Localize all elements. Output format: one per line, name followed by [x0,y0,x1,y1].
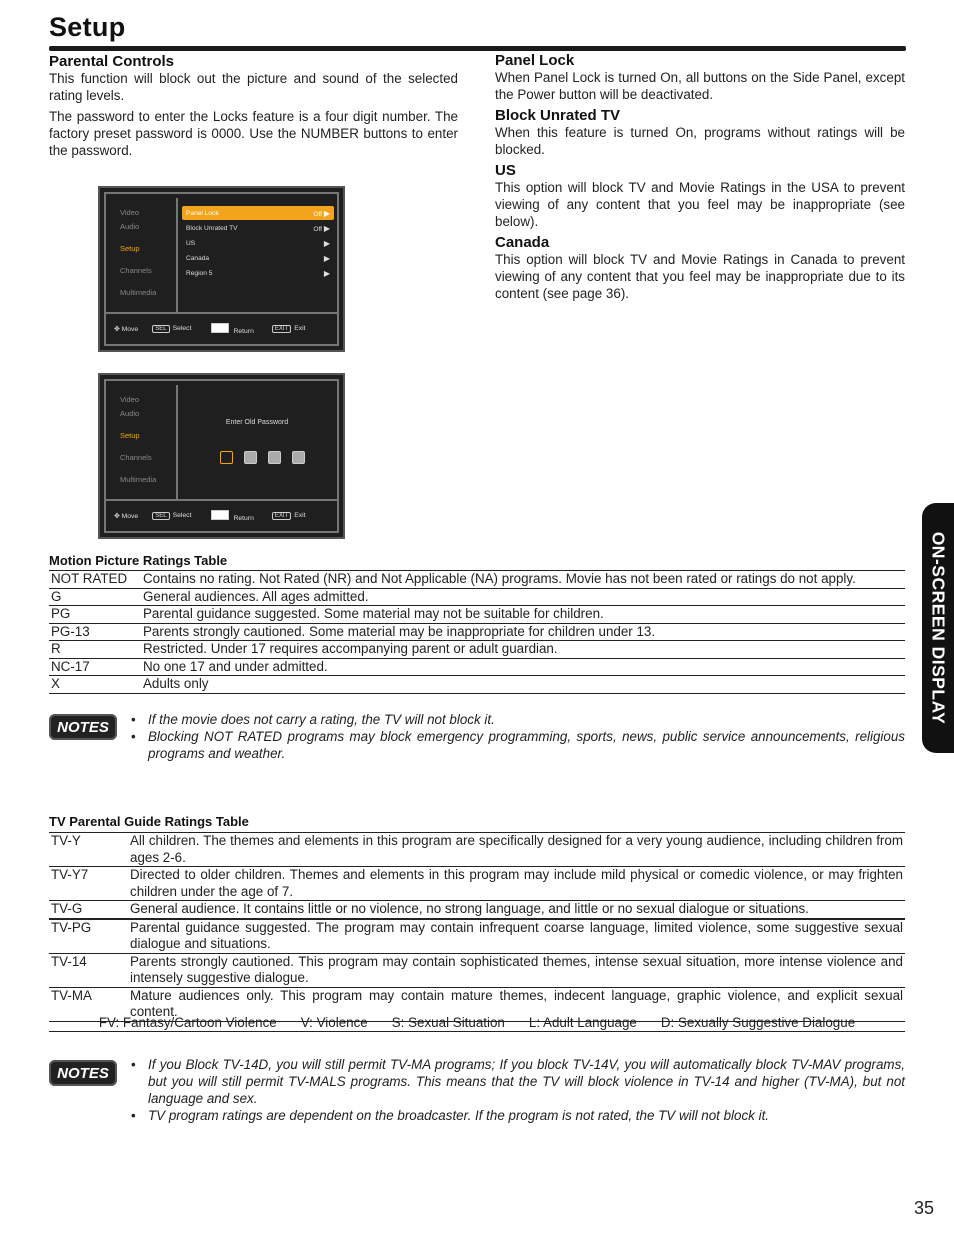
right-column [495,52,905,305]
move-hint [114,512,138,520]
select-label: Select [172,512,192,519]
screen-footer-rule [106,312,337,314]
parental-controls-heading: Parental Controls [49,53,175,70]
section-text: When this feature is turned On, programs without ratings will be blocked. [495,125,905,157]
return-hint [211,510,253,522]
password-digit-2[interactable] [244,451,257,464]
notes-list [131,711,905,762]
rating-code: NC-17 [51,658,90,674]
us-section [495,162,905,230]
screen-footer [114,507,329,525]
exit-label: Exit [294,512,306,519]
menu-item-label: US [186,239,196,247]
arrow-right-icon: ▶ [323,223,330,233]
menu-value: Off [313,210,322,218]
exit-key-icon: EXIT [272,325,291,333]
rating-code: R [51,641,61,656]
tv-ratings-table-title: TV Parental Guide Ratings Table [49,814,249,829]
sidebar-item-multimedia[interactable]: Multimedia [120,288,157,297]
notes-badge: NOTES [49,1060,117,1086]
legend-item: D: Sexually Suggestive Dialogue [660,1015,856,1030]
note-item: • If the movie does not carry a rating, the TV will not block it. [131,711,905,728]
screen-footer [114,320,329,338]
rating-desc: Adults only [143,676,209,691]
rating-code: TV-MA [51,987,92,1003]
select-hint [152,325,191,333]
page-title: Setup [49,12,126,42]
table-row [49,953,905,987]
block-unrated-section [495,107,905,158]
table-row [49,901,905,919]
tv-menu-screen [98,186,345,352]
move-label: Move [121,513,139,520]
sidebar-item-video[interactable]: Video [120,395,140,404]
page-number: 35 [913,1198,934,1218]
tv-ratings-table [49,832,905,1022]
select-hint [152,512,191,520]
rating-code: G [51,588,62,604]
sel-key-icon: SEL [152,512,169,520]
sidebar-item-multimedia[interactable]: Multimedia [120,475,157,484]
move-icon: ✥ [114,326,120,333]
select-label: Select [172,325,192,332]
password-digit-1[interactable] [220,451,233,464]
exit-hint [272,512,306,520]
return-label: Return [233,328,254,335]
canada-section [495,234,905,302]
exit-hint [272,325,306,333]
motion-picture-table-title: Motion Picture Ratings Table [49,553,228,568]
menu-item-us[interactable] [182,236,334,250]
menu-item-value [313,209,330,218]
section-text: When Panel Lock is turned On, all buttons on the Side Panel, except the Power button will be deactivated. [495,70,905,102]
motion-picture-table [49,570,905,694]
table-row [49,623,905,641]
screen-sidebar [112,200,176,310]
table-row [49,658,905,676]
rating-desc: Mature audiences only. This program may contain mature themes, indecent language, graphic violence, and explicit sexual content. [130,987,903,1019]
menu-item-label: Block Unrated TV [186,224,238,232]
exit-key-icon: EXIT [272,512,291,520]
password-digit-4[interactable] [292,451,305,464]
table-row [49,833,905,867]
menu-value: Off [313,225,322,233]
legend-item: V: Violence [300,1015,368,1030]
rating-code: PG [51,606,71,621]
section-heading: Block Unrated TV [495,107,621,124]
sel-key-icon: SEL [152,325,169,333]
rating-code: TV-Y7 [51,867,89,882]
rating-desc: All children. The themes and elements in this program are specifically designed for a very young audience, including children from ages 2-6. [130,833,903,865]
sidebar-item-audio[interactable]: Audio [120,409,140,418]
notes-list [131,1056,905,1124]
rating-desc: Directed to older children. Themes and elements in this program may include mild physical or comedic violence, or may frighten children under the age of 7. [130,867,903,899]
legend-item: S: Sexual Situation [391,1015,505,1030]
rating-desc: No one 17 and under admitted. [143,658,328,674]
note-item: • Blocking NOT RATED programs may block emergency programming, sports, news, public service announcements, religious programs and weather. [131,728,905,762]
section-heading: US [495,162,516,179]
sidebar-item-channels[interactable]: Channels [120,266,152,275]
rating-code: X [51,676,60,691]
screen-sidebar [112,387,176,497]
table-row [49,676,905,694]
menu-item-label: Region 5 [186,269,213,277]
legend-item: FV: Fantasy/Cartoon Violence [98,1015,277,1030]
rating-desc: Parents strongly cautioned. Some material may be inappropriate for children under 13. [143,623,656,639]
rating-code: TV-PG [51,919,92,935]
sidebar-item-setup[interactable]: Setup [120,431,140,440]
move-icon: ✥ [114,513,120,520]
move-label: Move [121,326,139,333]
arrow-right-icon: ▶ [323,238,330,248]
table-row [49,867,905,901]
password-prompt: Enter Old Password [225,419,289,426]
return-key-icon [211,510,229,520]
password-digit-3[interactable] [268,451,281,464]
screen-divider [176,385,178,499]
rating-desc: Contains no rating. Not Rated (NR) and Not Applicable (NA) programs. Movie has not been rated or ratings do not apply. [143,571,856,586]
rating-desc: Restricted. Under 17 requires accompanying parent or adult guardian. [143,641,558,656]
return-label: Return [233,515,254,522]
arrow-right-icon: ▶ [323,208,330,218]
rating-desc: Parental guidance suggested. The program may contain infrequent coarse language, limited violence, some suggestive sexual dialogue and situations. [130,919,903,951]
screen-frame [104,379,339,533]
section-heading: Canada [495,234,550,251]
rating-desc: Parents strongly cautioned. This program may contain sophisticated themes, intense sexual situation, more intense violence and intensely suggestive dialogue. [130,953,903,985]
screen-frame [104,192,339,346]
table-row [49,588,905,606]
table-row [49,641,905,659]
rating-desc: General audiences. All ages admitted. [143,588,369,604]
menu-item-block-unrated[interactable] [182,221,334,235]
sidebar-item-channels[interactable]: Channels [120,453,152,462]
rating-code: TV-G [51,901,83,916]
section-heading: Panel Lock [495,52,575,69]
tv-ratings-legend [49,1014,905,1032]
panel-lock-section [495,52,905,103]
move-hint [114,325,138,333]
parental-controls-para1: This function will block out the picture and sound of the selected rating levels. [49,71,458,103]
menu-item-region5[interactable] [182,266,334,280]
return-key-icon [211,323,229,333]
table-row [49,606,905,624]
sidebar-item-audio[interactable]: Audio [120,222,140,231]
note-item: • If you Block TV-14D, you will still permit TV-MA programs; If you block TV-14V, you will automatically block TV-MAV programs, but you will still permit TV-MALS programs. This means that the TV will block violence in TV-14 and higher (TV-MA), but not language and sex. [131,1056,905,1107]
table-row [49,571,905,589]
menu-item-panel-lock[interactable] [182,206,334,220]
note-item: • TV program ratings are dependent on the broadcaster. If the program is not rated, the TV will not block it. [131,1107,905,1124]
menu-item-canada[interactable] [182,251,334,265]
parental-controls-para2: The password to enter the Locks feature is a four digit number. The factory preset password is 0000. Use the NUMBER buttons to enter the password. [49,109,458,158]
menu-item-label: Canada [186,254,210,262]
rating-desc: Parental guidance suggested. Some material may not be suitable for children. [143,606,604,621]
rating-code: TV-Y [51,833,81,848]
sidebar-item-video[interactable]: Video [120,208,140,217]
table-row [49,919,905,954]
menu-item-label: Panel Lock [186,209,219,217]
side-tab [922,503,954,753]
rating-code: PG-13 [51,623,90,639]
rating-desc: General audience. It contains little or no violence, no strong language, and little or no sexual dialogue or situations. [130,901,809,916]
sidebar-item-setup[interactable]: Setup [120,244,140,253]
return-hint [211,323,253,335]
legend-item: L: Adult Language [528,1015,637,1030]
side-tab-label: ON-SCREEN DISPLAY [928,531,949,725]
menu-item-value [313,224,330,233]
exit-label: Exit [294,325,306,332]
rating-code: TV-14 [51,953,87,969]
section-text: This option will block TV and Movie Ratings in the USA to prevent viewing of any content that you feel may be inappropriate (see below). [495,180,905,229]
arrow-right-icon: ▶ [323,268,330,278]
notes-badge: NOTES [49,714,117,740]
parental-controls-section [49,53,458,163]
rating-code: NOT RATED [51,571,128,586]
screen-divider [176,198,178,312]
arrow-right-icon: ▶ [323,253,330,263]
title-rule [49,46,906,51]
screen-footer-rule [106,499,337,501]
tv-password-screen [98,373,345,539]
section-text: This option will block TV and Movie Ratings in Canada to prevent viewing of any content that you feel may be inappropriate due to its content (see page 36). [495,252,905,301]
